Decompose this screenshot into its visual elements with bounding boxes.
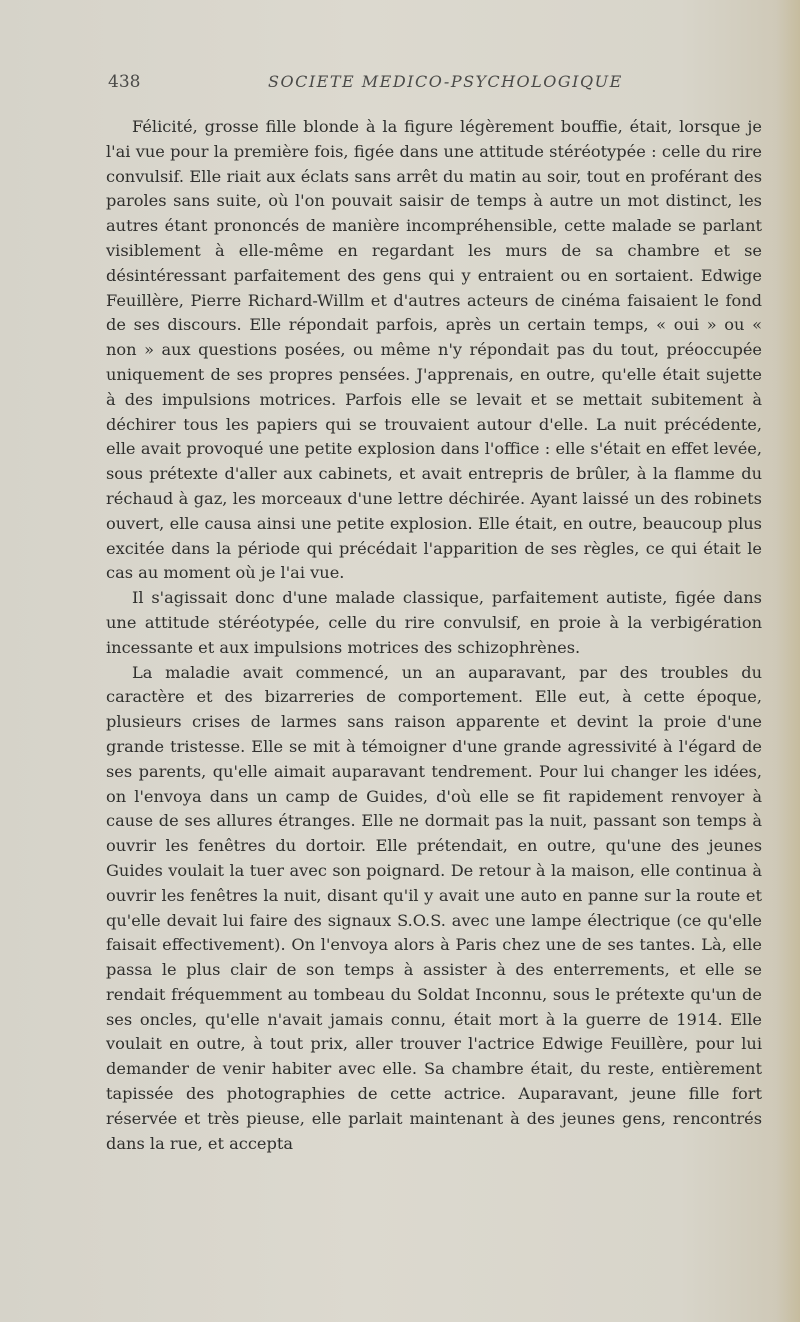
body-text xyxy=(106,115,762,1156)
page-number: 438 xyxy=(108,72,141,92)
paragraph-1: Félicité, grosse fille blonde à la figure légèrement bouffie, était, lorsque je l'ai vue pour la première fois, figée dans une attitude stéréotypée : celle du rire convulsif. Elle riait aux éclats sans arrêt du matin au soir, tout en proférant des paroles sans suite, où l'on pouvait saisir de temps à autre un mot distinct, les autres étant prononcés de manière incompréhensible, cette malade se parlant visiblement à elle-même en regardant les murs de sa chambre et se désintéressant parfaitement des gens qui y entraient ou en sortaient. Edwige Feuillère, Pierre Richard-Willm et d'autres acteurs de cinéma faisaient le fond de ses discours. Elle répondait parfois, après un certain temps, « oui » ou « non » aux questions posées, ou même n'y répondait pas du tout, préoccupée uniquement de ses propres pensées. J'apprenais, en outre, qu'elle était sujette à des impulsions motrices. Parfois elle se levait et se mettait subitement à déchirer tous les papiers qui se trouvaient autour d'elle. La nuit précédente, elle avait provoqué une petite explosion dans l'office : elle s'était en effet levée, sous prétexte d'aller aux cabinets, et avait entrepris de brûler, à la flamme du réchaud à gaz, les morceaux d'une lettre déchirée. Ayant laissé un des robinets ouvert, elle causa ainsi une petite explosion. Elle était, en outre, beaucoup plus excitée dans la période qui précédait l'apparition de ses règles, ce qui était le cas au moment où je l'ai vue. xyxy=(106,117,762,583)
running-title: SOCIETE MEDICO-PSYCHOLOGIQUE xyxy=(268,72,623,91)
paragraph-2: Il s'agissait donc d'une malade classique, parfaitement autiste, figée dans une attitude stéréotypée, celle du rire convulsif, en proie à la verbigération incessante et aux impulsions motrices des schizophrènes. xyxy=(106,588,762,657)
page-header xyxy=(108,72,758,102)
paragraph-3: La maladie avait commencé, un an auparavant, par des troubles du caractère et des bizarreries de comportement. Elle eut, à cette époque, plusieurs crises de larmes sans raison apparente et devint la proie d'une grande tristesse. Elle se mit à témoigner d'une grande agressivité à l'égard de ses parents, qu'elle aimait auparavant tendrement. Pour lui changer les idées, on l'envoya dans un camp de Guides, d'où elle se fit rapidement renvoyer à cause de ses allures étranges. Elle ne dormait pas la nuit, passant son temps à ouvrir les fenêtres du dortoir. Elle prétendait, en outre, qu'une des jeunes Guides voulait la tuer avec son poignard. De retour à la maison, elle continua à ouvrir les fenêtres la nuit, disant qu'il y avait une auto en panne sur la route et qu'elle devait lui faire des signaux S.O.S. avec une lampe électrique (ce qu'elle faisait effectivement). On l'envoya alors à Paris chez une de ses tantes. Là, elle passa le plus clair de son temps à assister à des enterrements, et elle se rendait fréquemment au tombeau du Soldat Inconnu, sous le prétexte qu'un de ses oncles, qu'elle n'avait jamais connu, était mort à la guerre de 1914. Elle voulait en outre, à tout prix, aller trouver l'actrice Edwige Feuillère, pour lui demander de venir habiter avec elle. Sa chambre était, du reste, entièrement tapissée des photographies de cette actrice. Auparavant, jeune fille fort réservée et très pieuse, elle parlait maintenant à des jeunes gens, rencontrés dans la rue, et accepta xyxy=(106,662,762,1153)
